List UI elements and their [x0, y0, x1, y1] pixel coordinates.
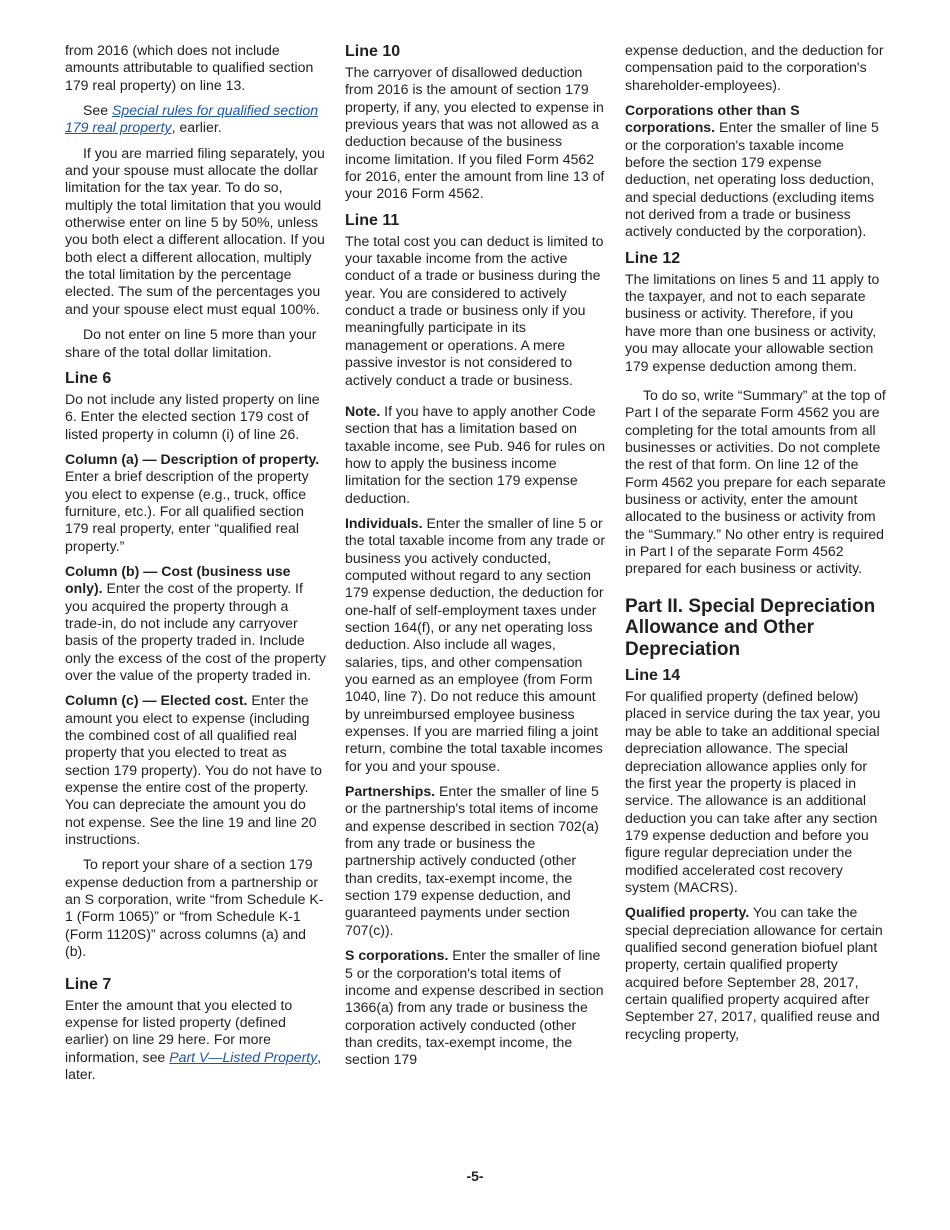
paragraph: Do not enter on line 5 more than your share of the total dollar limitation.	[65, 326, 317, 360]
heading-line-10: Line 10	[345, 43, 401, 60]
heading-part-ii: Part II. Special Depreciation Allowance and Other Depreciation	[625, 595, 876, 660]
paragraph-individuals: Individuals. Enter the smaller of line 5 or the total taxable income from any trade or business you actively conducted, computed without regard to any section 179 expense deduction, the deduction for one-half of self-employment taxes under section 164(f), or any net operating loss deduction. Also include all wages, salaries, tips, and other compensation you earned as an employee (from Form 1040, line 7). Do not reduce this amount by unreimbursed employee business expenses. If you are married filing a joint return, combine the total taxable incomes for you and your spouse.	[345, 514, 606, 774]
heading-line-11: Line 11	[345, 211, 400, 229]
paragraph: To do so, write “Summary” at the top of Part I of the separate Form 4562 you are completing for the total amounts from all businesses or activities. Do not complete the rest of that form. On line 12 of the Form 4562 you prepare for each separate business or activity, enter the amount allocated to the business or activity from the “Summary.” No other entry is required in Part I of the separate Form 4562 prepared for each business or activity.	[625, 386, 886, 577]
paragraph: expense deduction, and the deduction for compensation paid to the corporation's shareholder-employees).	[625, 42, 884, 93]
column-1	[65, 42, 327, 1091]
paragraph-s-corporations: S corporations. Enter the smaller of line 5 or the corporation's total items of income and expense described in section 1366(a) from any trade or business the corporation actively conducted (other than credits, tax-exempt income, the section 179	[345, 947, 604, 1068]
page-number: -5-	[466, 1168, 484, 1184]
heading-line-6: Line 6	[65, 369, 112, 387]
paragraph: If you are married filing separately, you and your spouse must allocate the dollar limitation for the tax year. To do so, multiply the total limitation that you would otherwise enter on line 5 by 50%, unless you both elect a different allocation. If you both elect a different allocation, multiply the total limitation by the percentage elected. The sum of the percentages you and your spouse elect must equal 100%.	[65, 144, 325, 317]
paragraph-qualified-property: Qualified property. You can take the special depreciation allowance for certain qualified second generation biofuel plant property, certain qualified property acquired before September 28, 2017, certain qualified property acquired after September 27, 2017, qualified reuse and recycling property,	[625, 904, 883, 1042]
paragraph-see-special-rules: See Special rules for qualified section 179 real property, earlier.	[65, 102, 319, 136]
paragraph: For qualified property (defined below) placed in service during the tax year, you may be able to take an additional special depreciation allowance. The special depreciation allowance applies only for the first year the property is placed in service. The allowance is an additional deduction you can take after any section 179 expense deduction and before you figure regular depreciation under the modified accelerated cost recovery system (MACRS).	[625, 688, 881, 895]
paragraph: Do not include any listed property on line 6. Enter the elected section 179 cost of listed property in column (i) of line 26.	[65, 390, 320, 442]
paragraph: The carryover of disallowed deduction from 2016 is the amount of section 179 property, if any, you elected to expense in previous years that was not allowed as a deduction because of the business income limitation. If you filed Form 4562 for 2016, enter the amount from line 13 of your 2016 Form 4562.	[345, 64, 605, 202]
special-rules-link[interactable]: Special rules for qualified section 179 real property	[65, 102, 319, 136]
column-3	[625, 42, 887, 1051]
paragraph-partnerships: Partnerships. Enter the smaller of line 5 or the partnership's total items of income and expense described in section 702(a) from any trade or business the partnership actively conducted (other than credits, tax-exempt income, the section 179 expense deduction, and guaranteed payments under section 707(c)).	[345, 783, 599, 938]
paragraph-line-7: Enter the amount that you elected to expense for listed property (defined earlier) on line 29 here. For more information, see Part V—Listed Property, later.	[65, 996, 322, 1082]
paragraph-note: Note. If you have to apply another Code section that has a limitation based on taxable income, see Pub. 946 for rules on how to apply the business income limitation for the section 179 expense deduction.	[345, 402, 606, 506]
part-v-listed-property-link[interactable]: Part V—Listed Property	[169, 1048, 318, 1065]
paragraph: To report your share of a section 179 expense deduction from a partnership or an S corporation, write “from Schedule K-1 (Form 1065)” or “from Schedule K-1 (Form 1120S)” across columns (a) and (b).	[65, 856, 324, 960]
heading-line-7: Line 7	[65, 975, 112, 993]
column-2	[345, 42, 607, 1077]
heading-line-12: Line 12	[625, 249, 681, 267]
paragraph-column-a: Column (a) — Description of property. Enter a brief description of the property you elect to expense (e.g., truck, office furniture, etc.). For all qualified section 179 real property, enter “qualified real property.”	[65, 450, 320, 554]
paragraph-column-b: Column (b) — Cost (business use only). Enter the cost of the property. If you acquired the property through a trade-in, do not include any carryover basis of the property traded in. Include only the excess of the cost of the property over the value of the property traded in.	[65, 562, 326, 683]
paragraph: The total cost you can deduct is limited to your taxable income from the active conduct of a trade or business during the year. You are considered to actively conduct a trade or business only if you meaningfully participate in its management or operations. A mere passive investor is not considered to actively conduct a trade or business.	[345, 232, 604, 388]
paragraph: from 2016 (which does not include amounts attributable to qualified section 179 real property) on line 13.	[65, 42, 314, 93]
paragraph-column-c: Column (c) — Elected cost. Enter the amount you elect to expense (including the combined cost of all qualified real property that you elected to treat as section 179 property). You do not have to expense the entire cost of the property. You can depreciate the amount you do not expense. See the line 19 and line 20 instructions.	[65, 692, 323, 848]
paragraph-corporations: Corporations other than S corporations. Enter the smaller of line 5 or the corporation's taxable income before the section 179 expense deduction, net operating loss deduction, and special deductions (excluding items not derived from a trade or business actively conducted by the corporation).	[625, 102, 879, 240]
paragraph: The limitations on lines 5 and 11 apply to the taxpayer, and not to each separate business or activity. Therefore, if you have more than one business or activity, you may allocate your allowable section 179 expense deduction among them.	[625, 270, 880, 374]
heading-line-14: Line 14	[625, 667, 681, 685]
